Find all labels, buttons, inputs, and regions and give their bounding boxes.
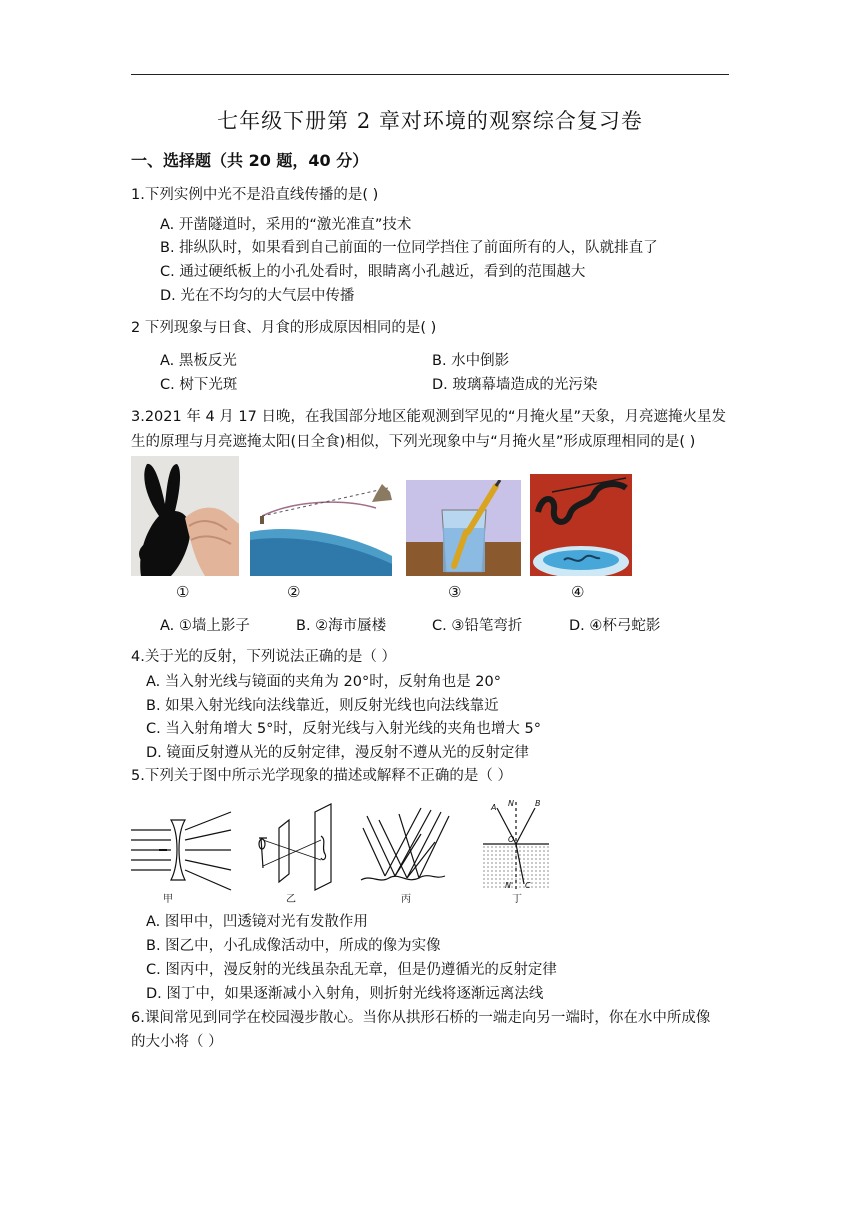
q5-option-b: B. 图乙中，小孔成像活动中，所成的像为实像 (146, 938, 441, 954)
question-4-stem: 4.关于光的反射，下列说法正确的是（ ） (131, 649, 396, 665)
question-3-stem-line2: 生的原理与月亮遮掩太阳(日全食)相似，下列光现象中与“月掩火星”形成原理相同的是( ) (131, 434, 696, 450)
letter-c: C (525, 881, 531, 890)
q2-option-a: A. 黑板反光 (160, 353, 237, 369)
q2-option-d: D. 玻璃幕墙造成的光污染 (432, 377, 598, 393)
q3-option-b: B. ②海市蜃楼 (296, 618, 387, 634)
q5-option-a: A. 图甲中，凹透镜对光有发散作用 (146, 914, 368, 930)
rabbit-shadow-image (131, 456, 239, 576)
bent-pencil-image (406, 480, 521, 576)
diffuse-reflection-diagram (361, 808, 449, 880)
question-5-stem: 5.下列关于图中所示光学现象的描述或解释不正确的是（ ） (131, 768, 512, 784)
q4-option-b: B. 如果入射光线向法线靠近，则反射光线也向法线靠近 (146, 698, 499, 714)
q3-option-a: A. ①墙上影子 (160, 618, 250, 634)
q4-option-c: C. 当入射角增大 5°时，反射光线与入射光线的夹角也增大 5° (146, 721, 542, 737)
header-rule (131, 74, 729, 75)
page-title: 七年级下册第 2 章对环境的观察综合复习卷 (217, 109, 643, 133)
q2-option-c: C. 树下光斑 (160, 377, 238, 393)
optics-diagrams (131, 798, 561, 908)
q4-option-d: D. 镜面反射遵从光的反射定律，漫反射不遵从光的反射定律 (146, 745, 529, 761)
question-3-stem-line1: 3.2021 年 4 月 17 日晚，在我国部分地区能观测到罕见的“月掩火星”天象，月亮遮掩火星发 (131, 409, 726, 425)
letter-n: N (508, 799, 514, 808)
letter-a: A (491, 803, 497, 812)
figure-label-bing: 丙 (401, 894, 411, 905)
mirage-image (250, 480, 392, 576)
question-6-stem-line2: 的大小将（ ） (131, 1034, 223, 1050)
q5-option-c: C. 图丙中，漫反射的光线虽杂乱无章，但是仍遵循光的反射定律 (146, 962, 557, 978)
letter-o: O (508, 835, 515, 844)
pinhole-diagram (259, 804, 331, 890)
q5-option-d: D. 图丁中，如果逐渐减小入射角，则折射光线将逐渐远离法线 (146, 986, 544, 1002)
figure-label-yi: 乙 (286, 894, 296, 905)
image-label-2: ② (287, 583, 301, 601)
q3-option-c: C. ③铅笔弯折 (432, 618, 523, 634)
q4-option-a: A. 当入射光线与镜面的夹角为 20°时，反射角也是 20° (146, 674, 502, 690)
q1-option-d: D. 光在不均匀的大气层中传播 (160, 288, 355, 304)
question-1-stem: 1.下列实例中光不是沿直线传播的是( ) (131, 187, 379, 203)
question-6-stem-line1: 6.课间常见到同学在校园漫步散心。当你从拱形石桥的一端走向另一端时，你在水中所成像 (131, 1010, 711, 1026)
q1-option-a: A. 开凿隧道时，采用的“激光准直”技术 (160, 217, 412, 233)
q3-option-d: D. ④杯弓蛇影 (569, 618, 661, 634)
q2-option-b: B. 水中倒影 (432, 353, 510, 369)
q1-option-c: C. 通过硬纸板上的小孔处看时，眼睛离小孔越近，看到的范围越大 (160, 264, 586, 280)
section-heading: 一、选择题（共 20 题，40 分） (131, 151, 369, 170)
letter-n-prime: N' (505, 881, 514, 890)
letter-b: B (535, 799, 541, 808)
image-label-3: ③ (448, 583, 462, 601)
concave-lens-diagram (131, 812, 231, 890)
refraction-diagram (483, 802, 549, 890)
figure-label-jia: 甲 (163, 894, 173, 905)
q1-option-b: B. 排纵队时，如果看到自己前面的一位同学挡住了前面所有的人，队就排直了 (160, 240, 658, 256)
image-label-4: ④ (571, 583, 585, 601)
figure-label-ding: 丁 (512, 894, 522, 905)
snake-bow-image (530, 474, 632, 576)
image-label-1: ① (176, 583, 190, 601)
question-2-stem: 2 下列现象与日食、月食的形成原因相同的是( ) (131, 320, 437, 336)
